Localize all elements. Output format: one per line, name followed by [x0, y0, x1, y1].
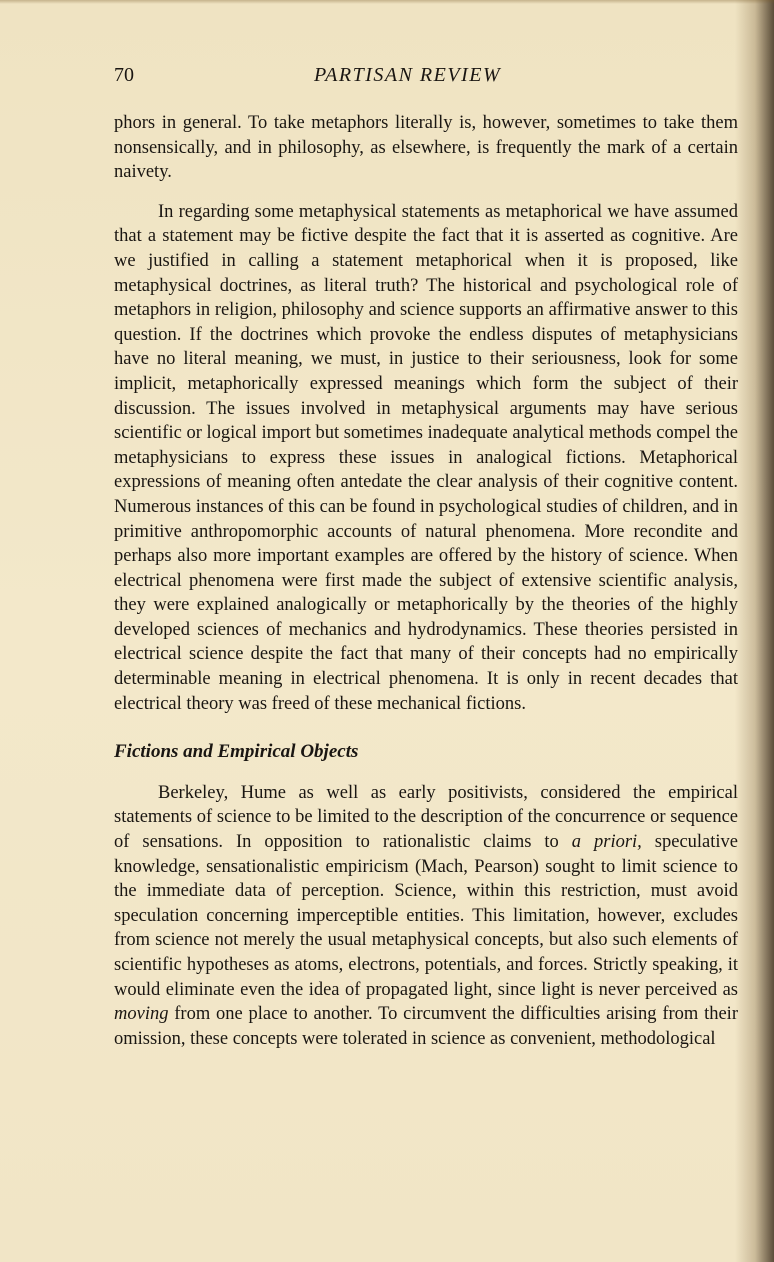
paragraph-text-run: speculative knowledge, sensationalistic empiricism (Mach, Pearson) sought to limit science to the immediate data of perception. Science, within this restriction, must avoid speculation concerning imperceptible entities. This limitation, however, excludes from science not merely the usual metaphysical concepts, but also such elements of scientific hypotheses as atoms, electrons, potentials, and forces. Strictly speaking, it would eliminate even the idea of propagated light, since light is never perceived as [114, 832, 738, 1000]
paragraph-text-run: from one place to another. To circumvent the difficulties arising from their omission, these concepts were tolerated in science as convenient, methodological [114, 1004, 738, 1049]
body-text [114, 111, 738, 1051]
section-heading: Fictions and Empirical Objects [114, 741, 359, 763]
italic-term: a priori, [571, 832, 642, 853]
page-header [114, 64, 738, 90]
page-top-edge [0, 0, 774, 4]
running-head: PARTISAN REVIEW [314, 64, 502, 86]
page-number: 70 [114, 64, 134, 86]
paragraph-metaphor: In regarding some metaphysical statements as metaphorical we have assumed that a statement may be fictive despite the fact that it is asserted as cognitive. Are we justified in calling a statement metaphorical when it is proposed, like metaphysical doctrines, as literal truth? The historical and psychological role of metaphors in religion, philosophy and science supports an affirmative answer to this question. If the doctrines which provoke the endless disputes of metaphysicians have no literal meaning, we must, in justice to their seriousness, look for some implicit, metaphorically expressed meanings which form the subject of their discussion. The issues involved in metaphysical arguments may have serious scientific or logical import but sometimes inadequate analytical methods compel the metaphysicians to express these issues in analogical fictions. Metaphorical expressions of meaning often antedate the clear analysis of their cognitive content. Numerous instances of this can be found in psychological studies of children, and in primitive anthropomorphic accounts of natural phenomena. More recondite and perhaps also more important examples are offered by the history of science. When electrical phenomena were first made the subject of extensive scientific analysis, they were explained analogically or metaphorically by the theories of the highly developed sciences of mechanics and hydrodynamics. These theories persisted in electrical science despite the fact that many of their concepts had no empirically determinable meaning in electrical phenomena. It is only in recent decades that electrical theory was freed of these mechanical fictions. [114, 201, 738, 714]
italic-term: moving [114, 1004, 169, 1025]
paragraph-empiricism [114, 781, 738, 1052]
paragraph-continued: phors in general. To take metaphors literally is, however, sometimes to take them nonsensically, and in philosophy, as elsewhere, is frequently the mark of a certain naivety. [114, 113, 738, 183]
paragraph-text-run: Berkeley, Hume as well as early positivists, considered the empirical statements of science to be limited to the description of the concurrence or sequence of sensations. In opposition to rationalistic claims to [114, 782, 738, 853]
